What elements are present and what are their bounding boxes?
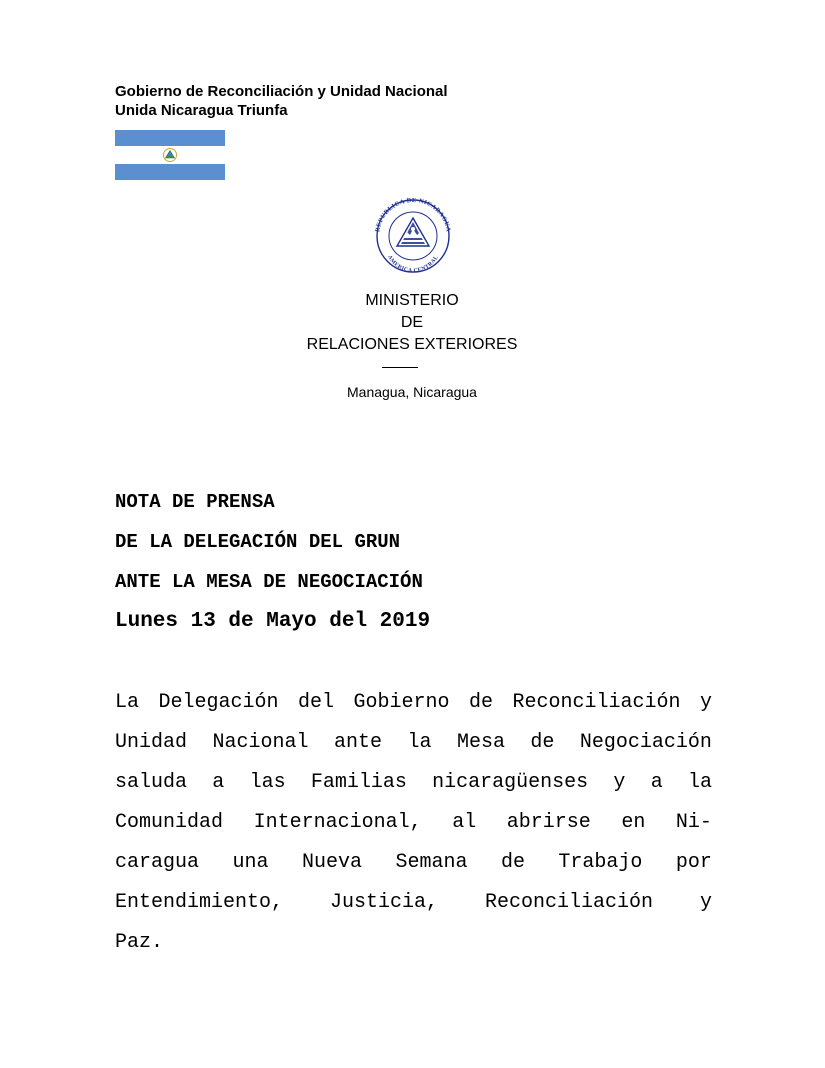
ministry-line-2: DE xyxy=(400,314,424,331)
svg-text:AMERICA CENTRAL xyxy=(386,254,440,274)
body-line xyxy=(115,763,712,803)
ministry-line-1: MINISTERIO xyxy=(365,292,459,309)
body-word: Mesa xyxy=(456,731,505,754)
body-line xyxy=(115,923,712,963)
body-word: Comunidad xyxy=(115,811,224,834)
body-word: Nacional xyxy=(212,731,309,754)
city-line: Managua, Nicaragua xyxy=(347,384,477,400)
body-word: por xyxy=(675,851,712,874)
body-word: a xyxy=(650,771,663,794)
body-word: caragua xyxy=(115,851,200,874)
press-note-date: Lunes 13 de Mayo del 2019 xyxy=(115,610,431,633)
body-word: y xyxy=(613,771,626,794)
government-slogan: Unida Nicaragua Triunfa xyxy=(115,102,288,119)
body-word: Justicia, xyxy=(329,891,439,914)
body-word: a xyxy=(212,771,225,794)
body-word: y xyxy=(699,691,712,714)
body-word: de xyxy=(530,731,555,754)
body-word: las xyxy=(249,771,286,794)
body-word: Paz. xyxy=(115,931,164,954)
nicaragua-coat-of-arms-icon xyxy=(162,147,178,163)
body-word: Reconciliación xyxy=(484,891,653,914)
body-word: Gobierno xyxy=(353,691,450,714)
body-word: abrirse xyxy=(506,811,591,834)
body-word: Trabajo xyxy=(558,851,643,874)
title-line-2: DE LA DELEGACIÓN DEL GRUN xyxy=(115,531,401,553)
seal-ring-text-top: REPUBLICA DE NICARAGUA xyxy=(374,198,452,233)
body-word: Negociación xyxy=(579,731,712,754)
body-line xyxy=(115,683,712,723)
government-header xyxy=(115,82,448,120)
body-line xyxy=(115,723,712,763)
flag-stripe-bottom xyxy=(115,164,225,180)
body-word: del xyxy=(297,691,334,714)
body-word: Semana xyxy=(395,851,468,874)
body-word: al xyxy=(452,811,477,834)
nicaragua-flag xyxy=(115,130,225,180)
nicaragua-seal-icon xyxy=(369,198,457,274)
body-word: Entendimiento, xyxy=(115,891,284,914)
body-word: Familias xyxy=(310,771,407,794)
body-word: de xyxy=(468,691,493,714)
body-word: Internacional, xyxy=(253,811,422,834)
body-word: ante xyxy=(333,731,382,754)
body-word: una xyxy=(232,851,269,874)
title-line-3: ANTE LA MESA DE NEGOCIACIÓN xyxy=(115,571,423,593)
body-word: Unidad xyxy=(115,731,188,754)
body-word: y xyxy=(699,891,712,914)
body-word: Nueva xyxy=(301,851,362,874)
body-word: de xyxy=(500,851,525,874)
body-line xyxy=(115,883,712,923)
flag-stripe-top xyxy=(115,130,225,146)
body-word: nicaragüenses xyxy=(432,771,589,794)
government-name: Gobierno de Reconciliación y Unidad Nacional xyxy=(115,83,448,100)
body-word: la xyxy=(687,771,712,794)
ministry-divider xyxy=(382,367,418,368)
body-line xyxy=(115,803,712,843)
body-word: Delegación xyxy=(158,691,279,714)
seal-ring-text-bottom: AMERICA CENTRAL xyxy=(386,254,440,274)
body-word: la xyxy=(407,731,432,754)
body-word: La xyxy=(115,691,140,714)
body-word: Reconciliación xyxy=(512,691,681,714)
body-word: en xyxy=(621,811,646,834)
press-note-body xyxy=(115,683,712,963)
body-word: Ni- xyxy=(675,811,712,834)
body-word: saluda xyxy=(115,771,188,794)
body-line xyxy=(115,843,712,883)
press-note-title xyxy=(115,482,430,642)
ministry-line-3: RELACIONES EXTERIORES xyxy=(306,336,518,353)
title-line-1: NOTA DE PRENSA xyxy=(115,491,275,513)
ministry-block xyxy=(262,290,562,356)
